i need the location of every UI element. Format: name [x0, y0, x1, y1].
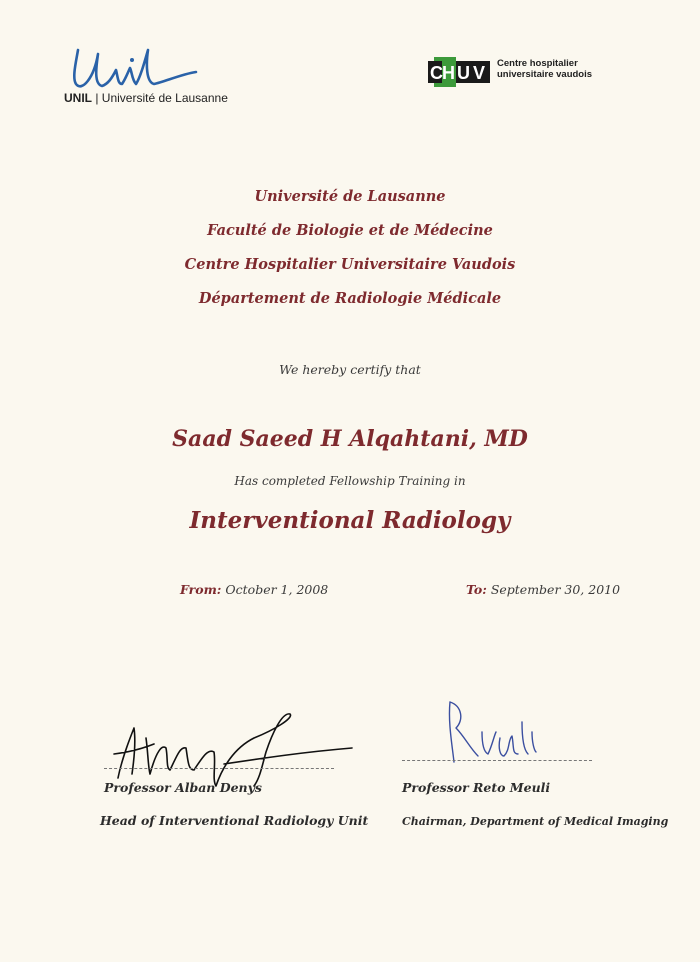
- svg-text:V: V: [473, 63, 486, 83]
- svg-text:U: U: [457, 63, 470, 83]
- header-university: Université de Lausanne: [254, 188, 446, 205]
- program-title: Interventional Radiology: [189, 507, 511, 534]
- signature-line-left: [104, 768, 334, 769]
- signature-right: [400, 692, 600, 782]
- header-faculty: Faculté de Biologie et de Médecine: [207, 222, 493, 239]
- signatory-right-name: Professor Reto Meuli: [402, 780, 551, 795]
- header-department: Département de Radiologie Médicale: [198, 290, 502, 307]
- header-hospital: Centre Hospitalier Universitaire Vaudois: [184, 256, 516, 273]
- signatory-left-name: Professor Alban Denys: [104, 780, 262, 795]
- chuv-caption: Centre hospitalier universitaire vaudois: [497, 58, 593, 80]
- svg-text:C: C: [430, 63, 443, 83]
- signatory-right-title: Chairman, Department of Medical Imaging: [402, 815, 669, 828]
- to-date: To: September 30, 2010: [466, 582, 621, 597]
- recipient-name: Saad Saeed H Alqahtani, MD: [172, 426, 528, 452]
- svg-text:H: H: [442, 63, 455, 83]
- certify-text: We hereby certify that: [279, 362, 421, 377]
- signature-line-right: [402, 760, 592, 761]
- from-date: From: October 1, 2008: [180, 582, 329, 597]
- unil-caption: UNIL | Université de Lausanne: [64, 91, 228, 105]
- chuv-logo: [428, 55, 492, 89]
- signatory-left-title: Head of Interventional Radiology Unit: [100, 813, 369, 828]
- completed-text: Has completed Fellowship Training in: [234, 474, 466, 488]
